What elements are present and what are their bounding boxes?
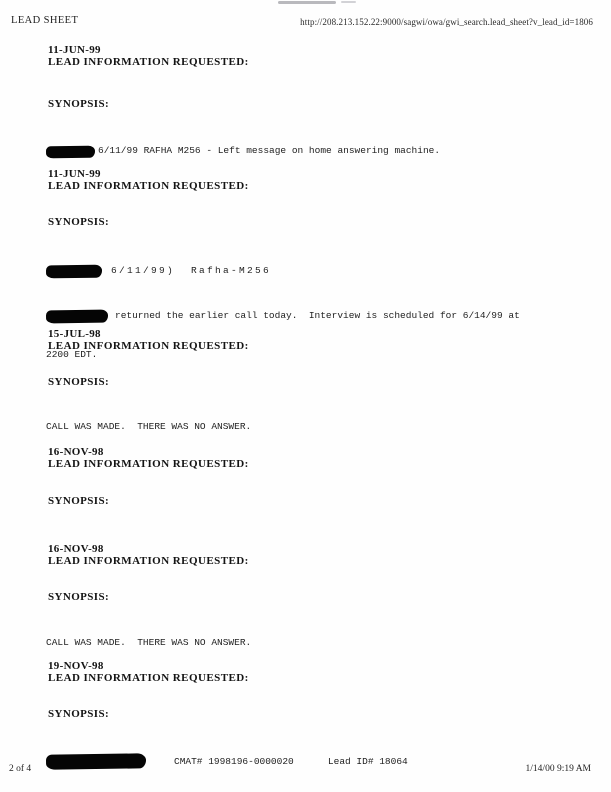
scan-artifact <box>278 1 336 4</box>
synopsis-label: SYNOPSIS: <box>48 216 110 228</box>
synopsis-text: 2200 EDT. <box>46 349 98 360</box>
entry-date: 11-JUN-99 <box>48 44 101 56</box>
redaction-bar <box>46 753 146 769</box>
synopsis-label: SYNOPSIS: <box>48 98 110 110</box>
synopsis-label: SYNOPSIS: <box>48 376 110 388</box>
lead-entry <box>48 328 593 459</box>
document-title: LEAD SHEET <box>11 15 79 26</box>
lead-entry <box>48 543 593 675</box>
synopsis-text: CMAT# 1998196-0000020 Lead ID# 18064 <box>174 756 408 767</box>
page-number: 2 of 4 <box>9 764 32 774</box>
synopsis-line <box>46 308 593 322</box>
synopsis-body <box>46 726 593 792</box>
lead-info-requested-label: LEAD INFORMATION REQUESTED: <box>48 672 249 684</box>
redaction-bar <box>46 265 102 279</box>
lead-info-requested-label: LEAD INFORMATION REQUESTED: <box>48 180 249 192</box>
lead-info-requested-label: LEAD INFORMATION REQUESTED: <box>48 458 249 470</box>
entry-date: 16-NOV-98 <box>48 446 104 458</box>
synopsis-line <box>46 636 593 649</box>
lead-entry <box>48 660 593 792</box>
redaction-bar <box>46 310 108 324</box>
synopsis-text: 6/11/99) Rafha-M256 <box>111 265 272 276</box>
synopsis-text: CALL WAS MADE. THERE WAS NO ANSWER. <box>46 421 252 432</box>
synopsis-line <box>46 752 593 768</box>
synopsis-label: SYNOPSIS: <box>48 708 110 720</box>
entry-date: 16-NOV-98 <box>48 543 104 555</box>
lead-info-requested-label: LEAD INFORMATION REQUESTED: <box>48 555 249 567</box>
lead-info-requested-label: LEAD INFORMATION REQUESTED: <box>48 340 249 352</box>
synopsis-label: SYNOPSIS: <box>48 591 110 603</box>
synopsis-line <box>46 420 593 433</box>
lead-entry <box>48 44 593 183</box>
redaction-bar <box>46 146 95 159</box>
document-url: http://208.213.152.22:9000/sagwi/owa/gwi_search.lead_sheet?v_lead_id=1806 <box>300 17 593 27</box>
print-timestamp: 1/14/00 9:19 AM <box>525 764 591 774</box>
synopsis-text: 6/11/99 RAFHA M256 - Left message on home answering machine. <box>98 145 441 156</box>
lead-info-requested-label: LEAD INFORMATION REQUESTED: <box>48 56 249 68</box>
entry-date: 19-NOV-98 <box>48 660 104 672</box>
synopsis-text: returned the earlier call today. Interview is scheduled for 6/14/99 at <box>115 310 520 321</box>
lead-entry <box>48 446 593 507</box>
entry-date: 15-JUL-98 <box>48 328 101 340</box>
synopsis-line <box>46 263 593 277</box>
synopsis-line <box>46 144 593 157</box>
synopsis-text: CALL WAS MADE. THERE WAS NO ANSWER. <box>46 637 252 648</box>
synopsis-label: SYNOPSIS: <box>48 495 110 507</box>
entry-date: 11-JUN-99 <box>48 168 101 180</box>
scan-artifact <box>341 1 356 3</box>
